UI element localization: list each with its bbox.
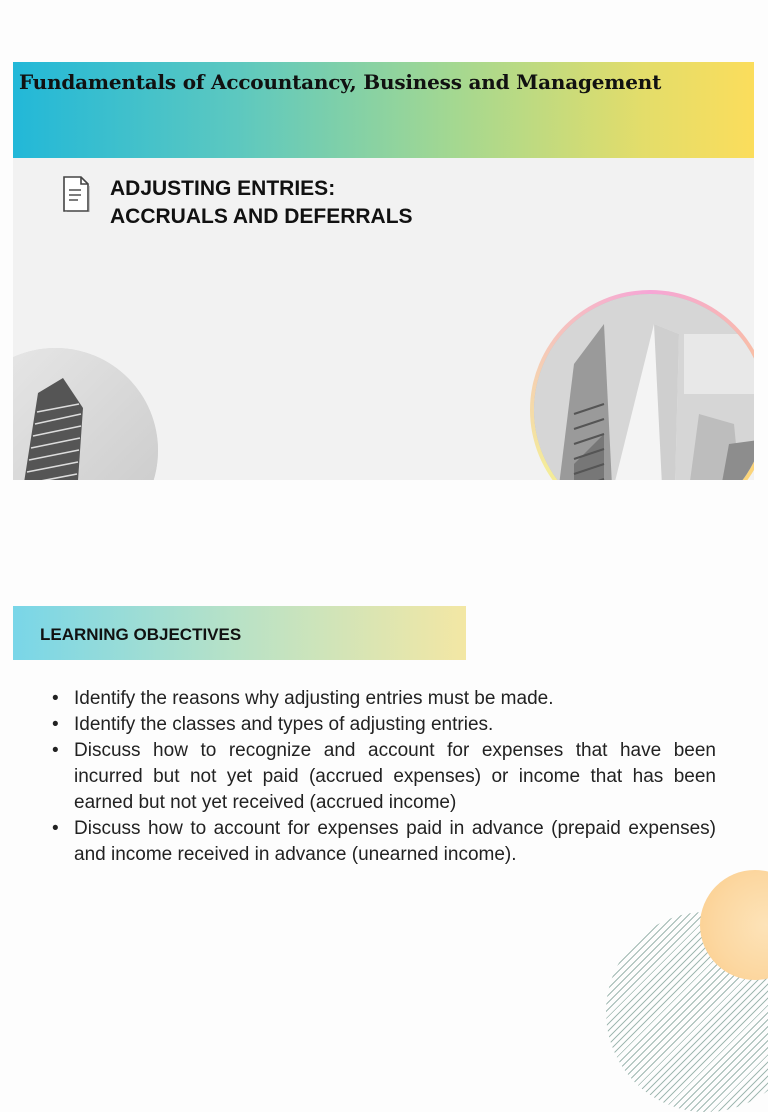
objective-item: • Discuss how to account for expenses paid in advance (prepaid expenses) and income received in advance (unearned income). [52,816,716,868]
learning-objectives-title: LEARNING OBJECTIVES [40,625,242,644]
document-icon [62,176,90,212]
learning-objectives-banner [13,606,466,660]
lesson-title-line-1: ADJUSTING ENTRIES: [110,177,336,200]
skyscraper-photo [13,348,158,480]
skyscraper-illustration [13,348,158,480]
objective-item: • Identify the classes and types of adjusting entries. [52,712,716,738]
objective-item: • Identify the reasons why adjusting entries must be made. [52,686,716,712]
objective-item: • Discuss how to recognize and account for expenses that have been incurred but not yet paid (accrued expenses) or income that has been earned but not yet received (accrued income) [52,738,716,816]
course-title: Fundamentals of Accountancy, Business and Management [19,70,662,94]
header-banner [13,62,754,158]
hero-section [13,158,754,480]
lesson-title [110,175,413,231]
objectives-list [52,686,716,868]
lesson-title-line-2: ACCRUALS AND DEFERRALS [110,205,413,228]
